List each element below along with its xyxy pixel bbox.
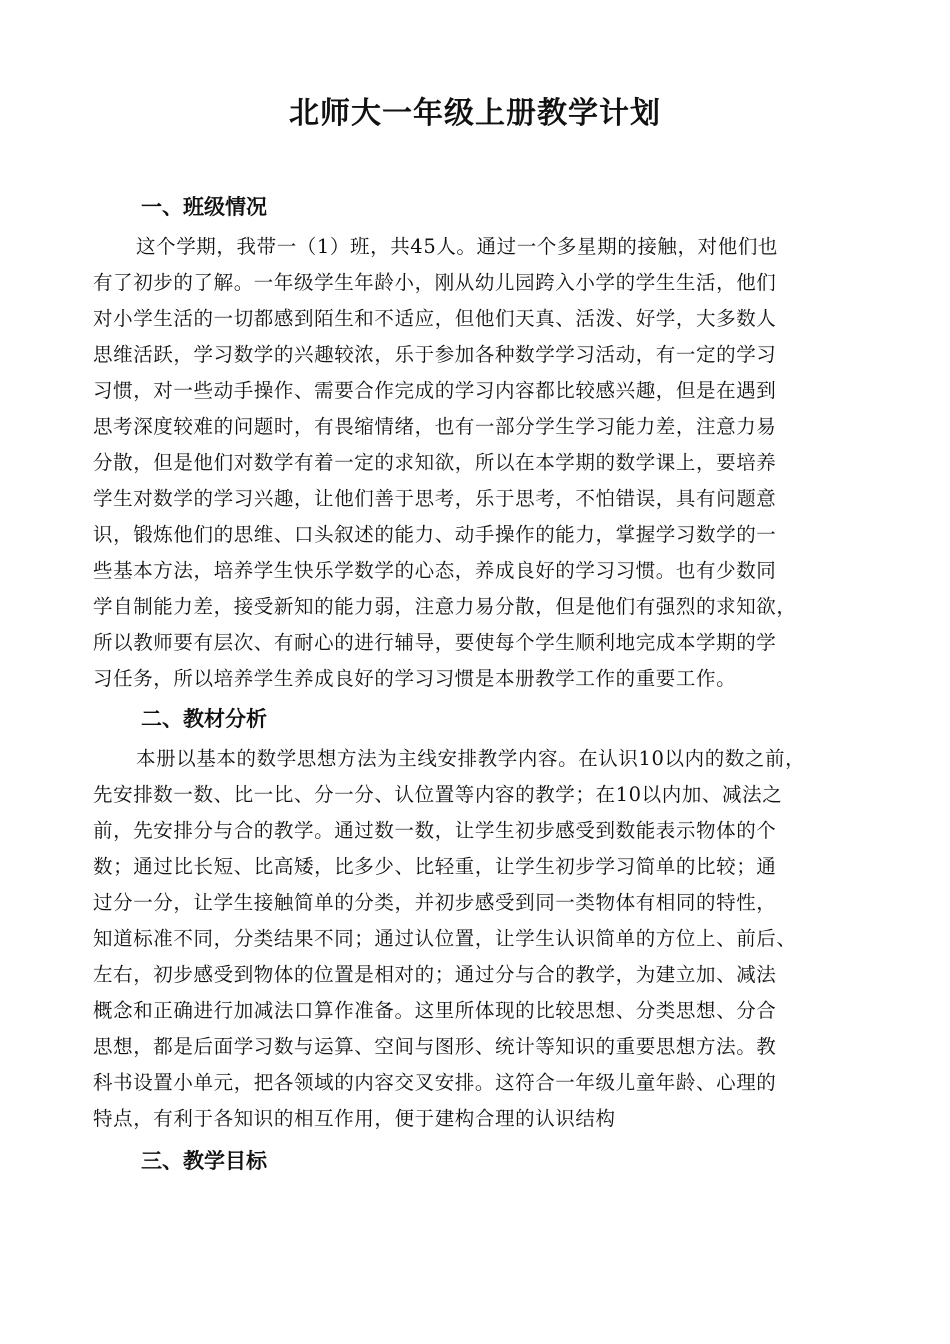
paragraph-line: 概念和正确进行加减法口算作准备。这里所体现的比较思想、分类思想、分合 (93, 999, 777, 1022)
section-heading-textbook-analysis: 二、教材分析 (141, 707, 267, 731)
paragraph-line: 思想，都是后面学习数与运算、空间与图形、统计等知识的重要思想方法。教 (93, 1035, 777, 1058)
paragraph-line: 些基本方法，培养学生快乐学数学的心态，养成良好的学习习惯。也有少数同 (93, 559, 777, 582)
paragraph-line: 对小学生活的一切都感到陌生和不适应，但他们天真、活泼、好学，大多数人 (93, 307, 777, 330)
paragraph-line: 习惯，对一些动手操作、需要合作完成的学习内容都比较感兴趣，但是在遇到 (93, 379, 777, 402)
document-title: 北师大一年级上册教学计划 (289, 96, 661, 131)
paragraph-line: 习任务，所以培养学生养成良好的学习习惯是本册教学工作的重要工作。 (93, 667, 737, 690)
paragraph-line: 本册以基本的数学思想方法为主线安排教学内容。在认识10以内的数之前， (136, 747, 806, 770)
paragraph-line: 有了初步的了解。一年级学生年龄小，刚从幼儿园跨入小学的学生生活，他们 (93, 271, 777, 294)
section-heading-class-situation: 一、班级情况 (141, 195, 267, 219)
paragraph-line: 思维活跃，学习数学的兴趣较浓，乐于参加各种数学学习活动，有一定的学习 (93, 343, 777, 366)
paragraph-line: 思考深度较难的问题时，有畏缩情绪，也有一部分学生学习能力差，注意力易 (93, 415, 777, 438)
paragraph-line: 科书设置小单元，把各领域的内容交叉安排。这符合一年级儿童年龄、心理的 (93, 1071, 777, 1094)
paragraph-line: 这个学期，我带一（1）班，共45人。通过一个多星期的接触，对他们也 (136, 235, 779, 258)
paragraph-line: 学生对数学的学习兴趣，让他们善于思考，乐于思考，不怕错误，具有问题意 (93, 487, 777, 510)
paragraph-line: 先安排数一数、比一比、分一分、认位置等内容的教学；在10以内加、减法之 (93, 783, 783, 806)
paragraph-line: 左右，初步感受到物体的位置是相对的；通过分与合的教学，为建立加、减法 (93, 963, 777, 986)
paragraph-line: 过分一分，让学生接触简单的分类，并初步感受到同一类物体有相同的特性， (93, 891, 777, 914)
paragraph-line: 前，先安排分与合的教学。通过数一数，让学生初步感受到数能表示物体的个 (93, 819, 777, 842)
paragraph-line: 知道标准不同，分类结果不同；通过认位置，让学生认识简单的方位上、前后、 (93, 927, 797, 950)
paragraph-line: 学自制能力差，接受新知的能力弱，注意力易分散，但是他们有强烈的求知欲， (93, 595, 797, 618)
paragraph-line: 所以教师要有层次、有耐心的进行辅导，要使每个学生顺利地完成本学期的学 (93, 631, 777, 654)
section-heading-teaching-goals: 三、教学目标 (141, 1149, 267, 1173)
paragraph-line: 识，锻炼他们的思维、口头叙述的能力、动手操作的能力，掌握学习数学的一 (93, 523, 777, 546)
paragraph-line: 分散，但是他们对数学有着一定的求知欲，所以在本学期的数学课上，要培养 (93, 451, 777, 474)
paragraph-line: 特点，有利于各知识的相互作用，便于建构合理的认识结构 (93, 1107, 616, 1130)
paragraph-line: 数；通过比长短、比高矮，比多少、比轻重，让学生初步学习简单的比较；通 (93, 855, 777, 878)
